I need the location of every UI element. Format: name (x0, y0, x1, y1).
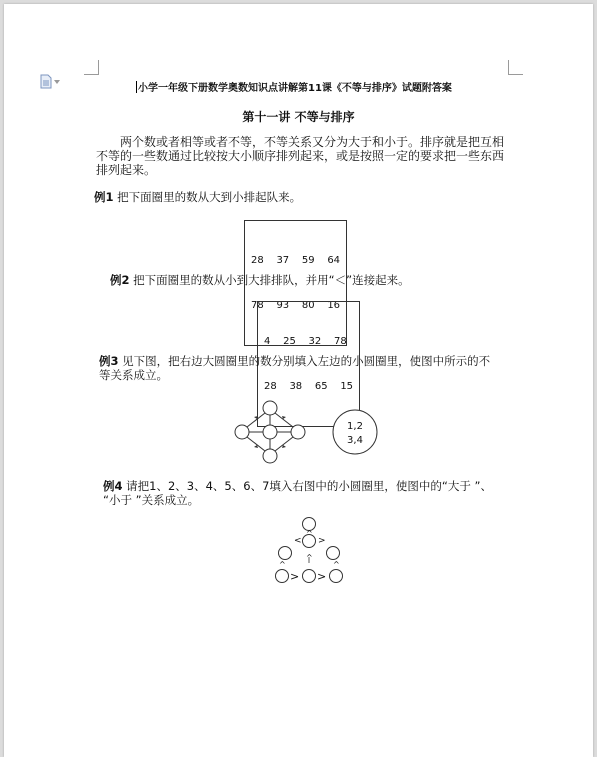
greater-than-symbol: > (318, 536, 326, 546)
example-text: 见下图，把右边大圆圈里的数分别填入左边的小圆圈里，使图中所示的不 (118, 354, 491, 368)
example-1-prompt (94, 190, 301, 204)
number-row: 78 93 80 16 (251, 300, 341, 311)
caret-symbol: ^ (333, 560, 340, 569)
greater-than-symbol: > (290, 570, 300, 583)
greater-than-symbol: > (317, 570, 327, 583)
example-label: 例1 (94, 190, 114, 204)
lesson-title: 第十一讲 不等与排序 (242, 110, 355, 124)
example-text: 把下面圈里的数从大到小排起队来。 (113, 190, 302, 204)
example-2-prompt (110, 273, 410, 287)
small-circle (330, 570, 343, 583)
circle-numbers: 3,4 (347, 435, 363, 446)
document-page (4, 4, 593, 757)
example-label: 例4 (103, 479, 123, 493)
example-text: 等关系成立。 (99, 368, 168, 382)
small-circle (263, 401, 277, 415)
intro-paragraph (96, 135, 508, 177)
number-row: 4 25 32 78 (264, 336, 347, 347)
intro-line: 不等的一些数通过比较按大小顺序排列起来，或是按照一定的要求把一些东西 (96, 149, 505, 163)
example-label: 例3 (99, 354, 119, 368)
small-circle (291, 425, 305, 439)
header-text: 小学一年级下册数学奥数知识点讲解第11课《不等与排序》试题附答案 (138, 83, 452, 94)
less-than-symbol: < (294, 536, 302, 546)
document-icon (40, 74, 52, 89)
chevron-down-icon (54, 80, 60, 84)
example-text: 请把1、2、3、4、5、6、7填入右图中的小圆圈里，使图中的“大于 ”、 (122, 479, 492, 493)
small-circle (303, 570, 316, 583)
circle-numbers: 1,2 (347, 421, 363, 432)
margin-corner-mark (508, 60, 523, 75)
small-circle (276, 570, 289, 583)
intro-line: 两个数或者相等或者不等，不等关系又分为大于和小于。排序就是把互相 (120, 135, 505, 149)
number-row: 28 38 65 15 (264, 381, 354, 392)
caret-symbol: ^ (306, 553, 313, 562)
example-text: 把下面圈里的数从小到大排排队，并用“＜”连接起来。 (129, 273, 410, 287)
intro-line: 排列起来。 (96, 163, 157, 177)
small-circle (279, 547, 292, 560)
small-circle (263, 449, 277, 463)
example-4-prompt (103, 479, 492, 507)
document-header (136, 79, 481, 94)
small-circle (327, 547, 340, 560)
example-text: “小于 ”关系成立。 (103, 493, 200, 507)
document-menu-icon[interactable] (40, 74, 60, 89)
example-3-number-circle (331, 408, 379, 456)
example-label: 例2 (110, 273, 130, 287)
number-row: 28 37 59 64 (251, 255, 341, 266)
caret-symbol: ^ (279, 560, 286, 569)
example-4-triangle-diagram (269, 515, 349, 587)
small-circle (263, 425, 277, 439)
example-3-prompt (99, 354, 490, 382)
text-cursor (136, 81, 137, 93)
caret-symbol: ^ (306, 529, 313, 538)
small-circle (235, 425, 249, 439)
margin-corner-mark (84, 60, 99, 75)
example-3-diamond-diagram (230, 397, 310, 467)
